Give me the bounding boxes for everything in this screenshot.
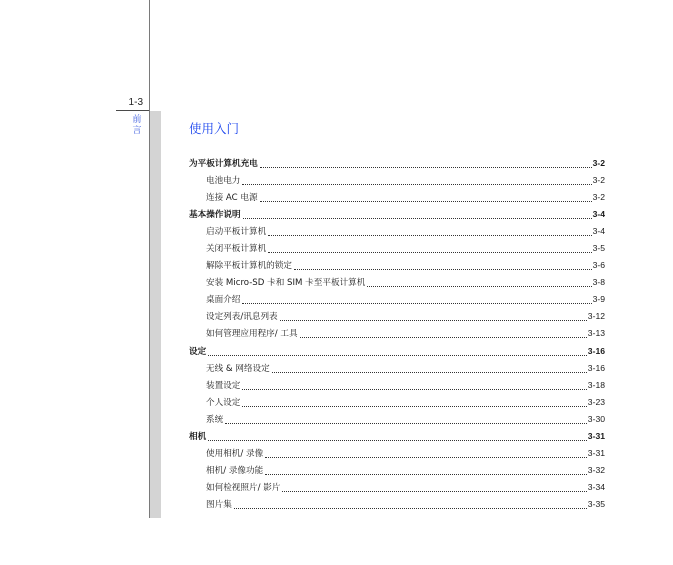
toc-entry-label: 解除平板计算机的锁定	[206, 261, 292, 272]
toc-entry-page: 3-9	[592, 294, 605, 305]
toc-entry-subsection[interactable]	[189, 325, 605, 342]
page-number-rule	[116, 110, 149, 111]
toc-entry-page: 3-13	[587, 328, 605, 339]
page-number: 1-3	[128, 97, 143, 108]
toc-entry-page: 3-4	[592, 208, 605, 219]
toc-entry-subsection[interactable]	[189, 496, 605, 513]
toc-entry-subsection[interactable]	[189, 462, 605, 479]
toc-entry-section[interactable]	[189, 428, 605, 445]
toc-dot-leader	[243, 211, 592, 219]
toc-entry-label: 设定列表/讯息列表	[206, 312, 278, 323]
toc-entry-section[interactable]	[189, 205, 605, 222]
toc-dot-leader	[265, 450, 587, 458]
table-of-contents	[189, 154, 605, 513]
toc-entry-page: 3-34	[587, 482, 605, 493]
toc-entry-label: 桌面介绍	[206, 295, 241, 306]
toc-dot-leader	[265, 467, 587, 475]
toc-entry-label: 图片集	[206, 500, 232, 511]
toc-entry-label: 连接 AC 电源	[206, 192, 258, 203]
toc-dot-leader	[234, 501, 587, 509]
toc-entry-page: 3-16	[587, 345, 605, 356]
toc-dot-leader	[282, 484, 586, 492]
toc-dot-leader	[300, 330, 587, 338]
toc-dot-leader	[280, 313, 587, 321]
toc-entry-page: 3-32	[587, 465, 605, 476]
toc-entry-subsection[interactable]	[189, 410, 605, 427]
toc-entry-page: 3-2	[592, 191, 605, 202]
toc-entry-page: 3-2	[592, 157, 605, 168]
toc-entry-label: 个人设定	[206, 397, 241, 408]
toc-entry-label: 如何检视照片/ 影片	[206, 483, 281, 494]
toc-entry-page: 3-31	[587, 431, 605, 442]
toc-entry-page: 3-23	[587, 396, 605, 407]
toc-entry-subsection[interactable]	[189, 308, 605, 325]
toc-entry-label: 相机	[189, 432, 207, 443]
toc-dot-leader	[242, 296, 591, 304]
toc-entry-label: 无线 & 网络设定	[206, 363, 270, 374]
toc-entry-subsection[interactable]	[189, 188, 605, 205]
toc-entry-page: 3-35	[587, 499, 605, 510]
toc-dot-leader	[208, 348, 587, 356]
toc-dot-leader	[260, 194, 592, 202]
toc-entry-label: 基本操作说明	[189, 209, 241, 220]
toc-entry-label: 装置设定	[206, 380, 241, 391]
toc-entry-label: 系统	[206, 414, 224, 425]
toc-dot-leader	[268, 228, 591, 236]
toc-dot-leader	[242, 399, 586, 407]
toc-dot-leader	[225, 416, 587, 424]
toc-entry-label: 安装 Micro-SD 卡和 SIM 卡至平板计算机	[206, 278, 366, 289]
toc-entry-subsection[interactable]	[189, 291, 605, 308]
toc-entry-page: 3-2	[592, 174, 605, 185]
toc-dot-leader	[208, 433, 587, 441]
toc-entry-page: 3-12	[587, 311, 605, 322]
toc-entry-label: 设定	[189, 346, 207, 357]
toc-entry-subsection[interactable]	[189, 274, 605, 291]
toc-entry-page: 3-31	[587, 448, 605, 459]
toc-dot-leader	[260, 160, 592, 168]
toc-entry-label: 启动平板计算机	[206, 226, 267, 237]
toc-entry-label: 电池电力	[206, 175, 241, 186]
toc-entry-page: 3-18	[587, 379, 605, 390]
toc-entry-subsection[interactable]	[189, 376, 605, 393]
toc-entry-page: 3-4	[592, 225, 605, 236]
toc-entry-label: 关闭平板计算机	[206, 244, 267, 255]
chapter-title: 使用入门	[189, 121, 240, 136]
toc-entry-page: 3-5	[592, 243, 605, 254]
toc-entry-section[interactable]	[189, 342, 605, 359]
toc-entry-page: 3-16	[587, 362, 605, 373]
toc-entry-subsection[interactable]	[189, 222, 605, 239]
toc-entry-subsection[interactable]	[189, 393, 605, 410]
toc-entry-page: 3-30	[587, 413, 605, 424]
toc-entry-subsection[interactable]	[189, 445, 605, 462]
toc-dot-leader	[268, 245, 591, 253]
toc-entry-label: 相机/ 录像功能	[206, 466, 264, 477]
toc-entry-subsection[interactable]	[189, 359, 605, 376]
toc-entry-label: 如何管理应用程序/ 工具	[206, 329, 298, 340]
toc-entry-subsection[interactable]	[189, 171, 605, 188]
toc-entry-label: 为平板计算机充电	[189, 158, 258, 169]
toc-entry-subsection[interactable]	[189, 257, 605, 274]
toc-entry-subsection[interactable]	[189, 239, 605, 256]
toc-dot-leader	[242, 382, 586, 390]
toc-dot-leader	[272, 365, 587, 373]
toc-entry-subsection[interactable]	[189, 479, 605, 496]
toc-entry-section[interactable]	[189, 154, 605, 171]
toc-dot-leader	[242, 177, 591, 185]
toc-entry-label: 使用相机/ 录像	[206, 449, 264, 460]
side-stripe	[150, 111, 161, 518]
toc-entry-page: 3-6	[592, 260, 605, 271]
toc-entry-page: 3-8	[592, 277, 605, 288]
section-label: 前言	[132, 115, 142, 136]
toc-dot-leader	[294, 262, 592, 270]
toc-dot-leader	[367, 279, 591, 287]
